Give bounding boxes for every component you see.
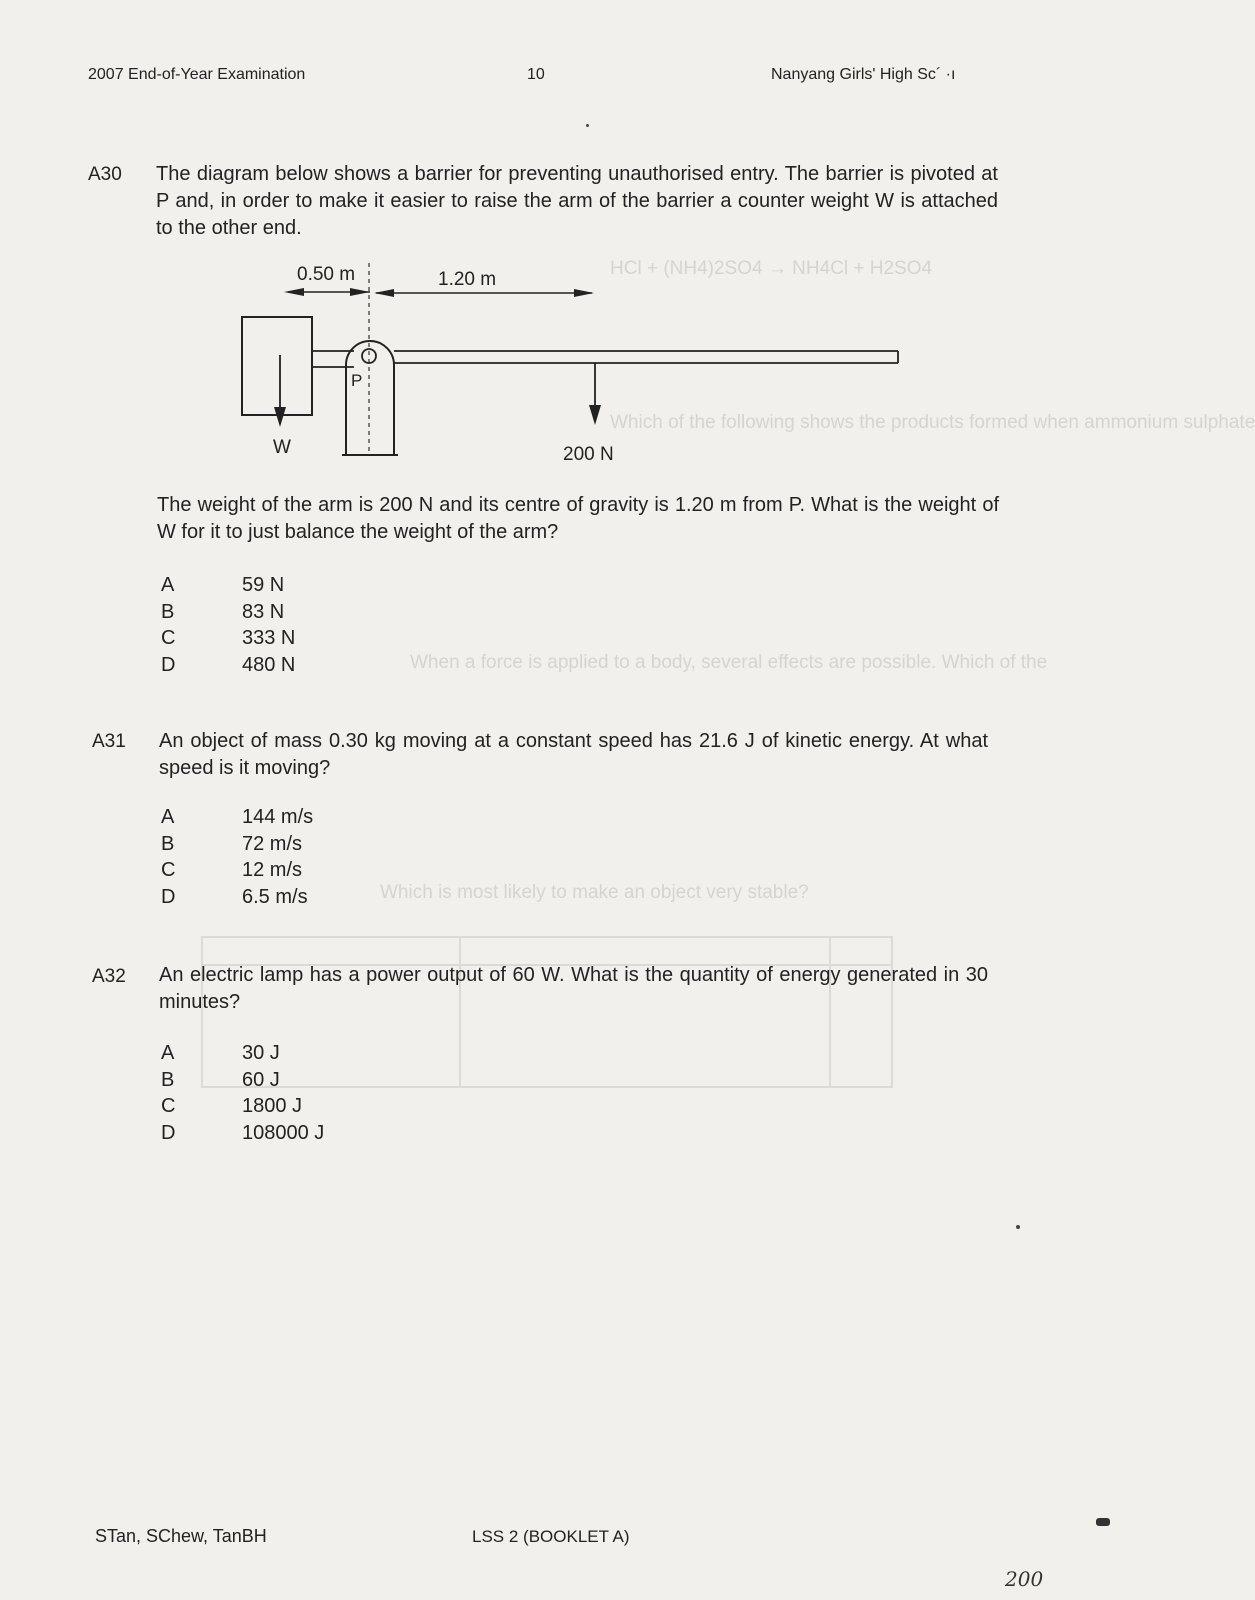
bleed-through-text: HCl + (NH4)2SO4 → NH4Cl + H2SO4 bbox=[610, 258, 933, 279]
pivot-post bbox=[346, 341, 394, 455]
page-number: 10 bbox=[527, 66, 545, 83]
option-value: 30 J bbox=[242, 1042, 280, 1064]
option-value: 60 J bbox=[242, 1068, 280, 1091]
bleed-through-text: Which is most likely to make an object very stable? bbox=[380, 882, 809, 903]
question-number-a31: A31 bbox=[92, 731, 126, 752]
option-value: 83 N bbox=[242, 600, 285, 623]
left-distance-label: 0.50 m bbox=[297, 264, 356, 285]
scan-speck bbox=[1016, 1225, 1020, 1229]
option-value: 72 m/s bbox=[242, 832, 303, 855]
question-followup-a30: The weight of the arm is 200 N and its centre of gravity is 1.20 m from P. What is the weight of W for it to just balance the weight of the arm? bbox=[157, 494, 999, 543]
question-text-a31: An object of mass 0.30 kg moving at a constant speed has 21.6 J of kinetic energy. At what speed is it moving? bbox=[159, 730, 988, 779]
option-value: 480 N bbox=[242, 653, 296, 676]
footer-authors: STan, SChew, TanBH bbox=[95, 1526, 267, 1546]
option-value: 12 m/s bbox=[242, 859, 303, 881]
question-number-a30: A30 bbox=[88, 164, 122, 185]
arm-weight-force-arrow bbox=[589, 363, 601, 425]
footer-booklet: LSS 2 (BOOKLET A) bbox=[472, 1527, 630, 1546]
barrier-diagram bbox=[230, 255, 920, 475]
handwritten-page-number: 200 bbox=[1005, 1567, 1044, 1591]
left-distance-arrow bbox=[284, 288, 370, 296]
question-text-a30: The diagram below shows a barrier for preventing unauthorised entry. The barrier is pivoted at P and, in order to make it easier to raise the arm of the barrier a counter weight W is attached to the other end. bbox=[156, 163, 998, 239]
arm-weight-label: 200 N bbox=[563, 444, 614, 465]
option-letter: B bbox=[161, 832, 175, 855]
school-name: Nanyang Girls' High Sc´ ·ı bbox=[771, 66, 956, 83]
option-letter: D bbox=[161, 653, 176, 676]
counterweight-label: W bbox=[273, 437, 291, 458]
bleed-through-text: When a force is applied to a body, several effects are possible. Which of the bbox=[410, 652, 1048, 673]
option-value: 144 m/s bbox=[242, 806, 314, 828]
right-distance-label: 1.20 m bbox=[438, 269, 497, 290]
option-value: 333 N bbox=[242, 627, 296, 649]
option-value: 108000 J bbox=[242, 1121, 325, 1144]
option-letter: B bbox=[161, 600, 175, 623]
right-distance-arrow bbox=[374, 289, 594, 297]
option-letter: C bbox=[161, 627, 176, 649]
bleed-through-text: Which of the following shows the products formed when ammonium sulphate bbox=[610, 412, 1255, 433]
pivot-label: P bbox=[351, 371, 363, 390]
option-value: 59 N bbox=[242, 574, 285, 596]
exam-title: 2007 End-of-Year Examination bbox=[88, 66, 306, 83]
question-number-a32: A32 bbox=[92, 966, 126, 987]
question-text-a32: An electric lamp has a power output of 60 W. What is the quantity of energy generated in 30 minutes? bbox=[159, 964, 988, 1013]
option-letter: B bbox=[161, 1068, 175, 1091]
option-letter: D bbox=[161, 1121, 176, 1144]
option-value: 6.5 m/s bbox=[242, 885, 308, 908]
option-letter: C bbox=[161, 859, 176, 881]
option-letter: C bbox=[161, 1095, 176, 1117]
counterweight-box bbox=[242, 317, 312, 415]
option-letter: D bbox=[161, 885, 176, 908]
option-letter: A bbox=[161, 806, 175, 828]
option-letter: A bbox=[161, 574, 175, 596]
scan-speck bbox=[586, 124, 589, 127]
option-value: 1800 J bbox=[242, 1095, 303, 1117]
scan-speck bbox=[1096, 1518, 1110, 1526]
option-letter: A bbox=[161, 1042, 175, 1064]
counterweight-force-arrow bbox=[274, 355, 286, 427]
